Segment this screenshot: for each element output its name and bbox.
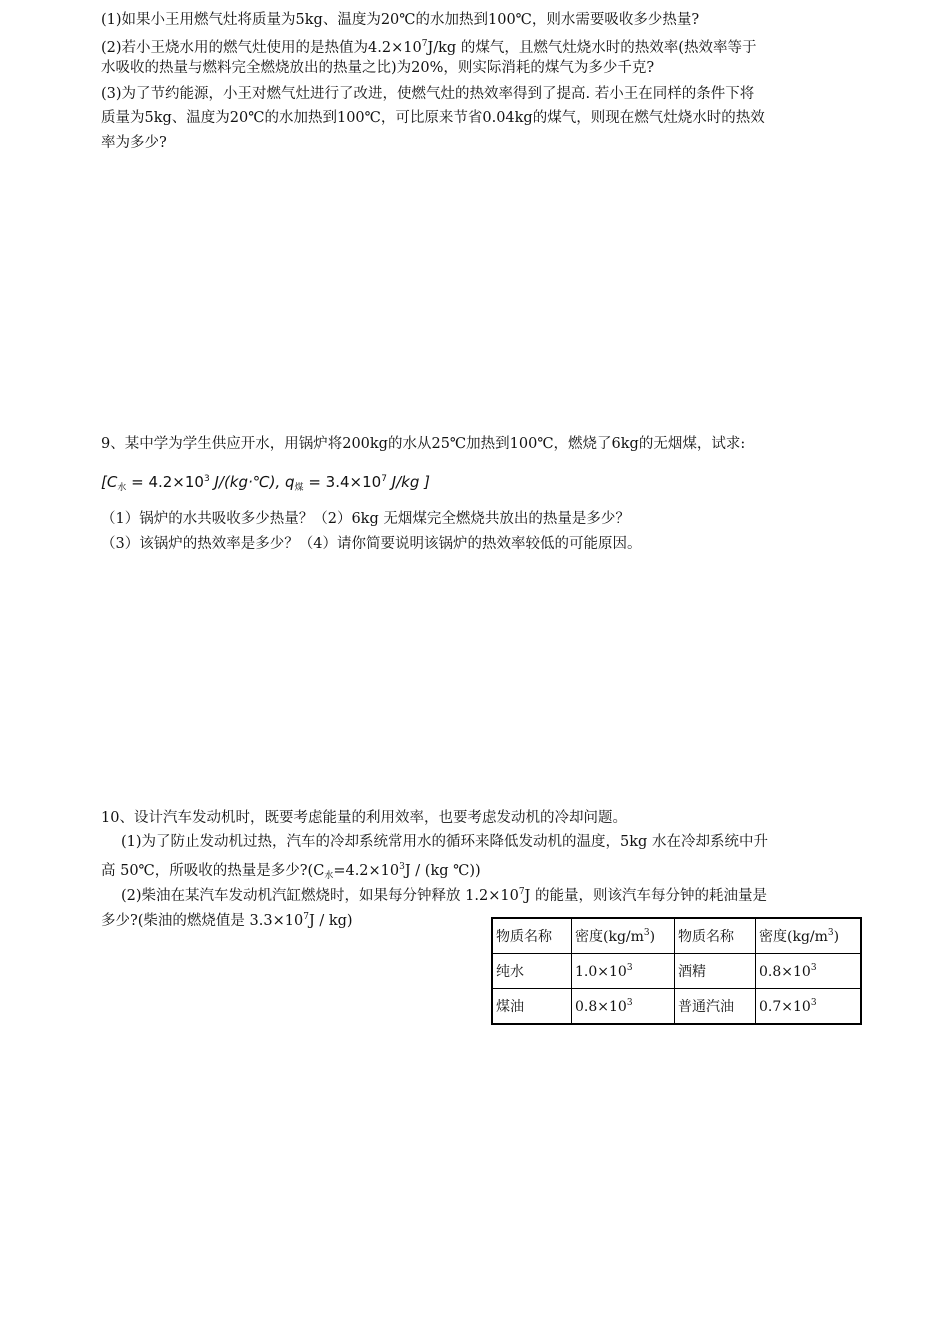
formula-q-unit: J/kg ] — [386, 473, 430, 491]
table-cell-density — [572, 954, 675, 989]
formula-q-value: = 3.4×10 — [303, 473, 382, 491]
formula-q-exponent: 7 — [381, 474, 387, 484]
header-density-2-text: 密度(kg/m — [759, 929, 828, 945]
q8-part3-end: 率为多少? — [101, 135, 167, 151]
header-density-1 — [572, 918, 675, 954]
q8-part2-text-a: (2)若小王烧水用的燃气灶使用的是热值为4.2×10 — [101, 40, 422, 56]
density-value: 0.7×10 — [759, 998, 811, 1015]
q10-part2-text-b: J 的能量，则该汽车每分钟的耗油量是 — [524, 888, 767, 904]
q10-intro: 10、设计汽车发动机时，既要考虑能量的利用效率，也要考虑发动机的冷却问题。 — [101, 810, 627, 826]
table-cell-substance: 普通汽油 — [675, 989, 756, 1025]
density-table — [491, 917, 862, 1025]
q10-part1-text-a: 高 50℃，所吸收的热量是多少?(C — [101, 863, 325, 879]
table-cell-substance: 纯水 — [492, 954, 572, 989]
density-exponent: 3 — [810, 997, 817, 1008]
q10-part1-text-c: J / (kg ℃)) — [404, 863, 481, 879]
table-header-row — [492, 918, 861, 954]
q10-part2 — [121, 880, 767, 908]
q10-part2-cont-text-a: 多少?(柴油的燃烧值是 3.3×10 — [101, 913, 304, 929]
q10-part1-exponent: 3 — [399, 862, 405, 872]
density-value: 0.8×10 — [759, 963, 811, 980]
table-cell-density — [572, 989, 675, 1025]
q10-part2-cont — [101, 905, 353, 933]
density-exponent: 3 — [810, 962, 817, 973]
q9-subquestions-3-4: （3）该锅炉的热效率是多少？（4）请你简要说明该锅炉的热效率较低的可能原因。 — [101, 536, 642, 552]
q10-part2-text-a: (2)柴油在某汽车发动机汽缸燃烧时，如果每分钟释放 1.2×10 — [121, 888, 519, 904]
header-density-2-exponent: 3 — [827, 928, 834, 938]
density-value: 1.0×10 — [575, 963, 627, 980]
formula-c-exponent: 3 — [203, 474, 210, 484]
density-exponent: 3 — [626, 962, 633, 973]
formula-c-subscript: 水 — [117, 483, 127, 493]
header-substance-name-1: 物质名称 — [492, 918, 572, 954]
table-cell-substance: 煤油 — [492, 989, 572, 1025]
q10-part2-cont-exponent: 7 — [303, 912, 309, 922]
header-substance-name-2: 物质名称 — [675, 918, 756, 954]
q10-part2-cont-text-b: J / kg) — [308, 913, 353, 929]
q8-part2-text-b: J/kg 的煤气，且燃气灶烧水时的热效率(热效率等于 — [427, 40, 757, 56]
formula-c-unit: J/(kg·℃), q — [209, 473, 295, 491]
q8-part1: (1)如果小王用燃气灶将质量为5kg、温度为20℃的水加热到100℃，则水需要吸收多少热量? — [101, 12, 700, 28]
table-cell-density — [756, 954, 862, 989]
table-row — [492, 954, 861, 989]
formula-c-value: = 4.2×10 — [126, 473, 204, 491]
header-density-2-close: ) — [833, 929, 840, 945]
q9-intro: 9、某中学为学生供应开水，用锅炉将200kg的水从25℃加热到100℃，燃烧了6kg的无烟煤，试求: — [101, 436, 746, 452]
header-density-1-exponent: 3 — [643, 928, 650, 938]
header-density-2 — [756, 918, 862, 954]
table-row — [492, 989, 861, 1025]
density-value: 0.8×10 — [575, 998, 627, 1015]
table-cell-substance: 酒精 — [675, 954, 756, 989]
q8-part2-exponent: 7 — [421, 39, 428, 49]
q9-constants-formula — [101, 466, 430, 498]
table-cell-density — [756, 989, 862, 1025]
q10-part2-exponent: 7 — [518, 887, 525, 897]
q10-part1: (1)为了防止发动机过热，汽车的冷却系统常用水的循环来降低发动机的温度，5kg 水在冷却系统中升 — [121, 834, 768, 850]
formula-q-subscript: 煤 — [294, 483, 304, 493]
formula-open: [C — [101, 473, 118, 491]
header-density-1-close: ) — [649, 929, 656, 945]
q8-part2-cont: 水吸收的热量与燃料完全燃烧放出的热量之比)为20%，则实际消耗的煤气为多少千克? — [101, 60, 655, 76]
density-exponent: 3 — [626, 997, 633, 1008]
q8-part3: (3)为了节约能源，小王对燃气灶进行了改进，使燃气灶的热效率得到了提高. 若小王在同样的条件下将 — [101, 86, 755, 102]
header-density-1-text: 密度(kg/m — [575, 929, 644, 945]
q10-part1-text-b: =4.2×10 — [333, 863, 400, 879]
q10-part1-subscript: 水 — [324, 871, 334, 881]
q8-part3-cont: 质量为5kg、温度为20℃的水加热到100℃，可比原来节省0.04kg的煤气，则现在燃气灶烧水时的热效 — [101, 110, 765, 126]
q9-subquestions-1-2: （1）锅炉的水共吸收多少热量？（2）6kg 无烟煤完全燃烧共放出的热量是多少？ — [101, 511, 630, 527]
